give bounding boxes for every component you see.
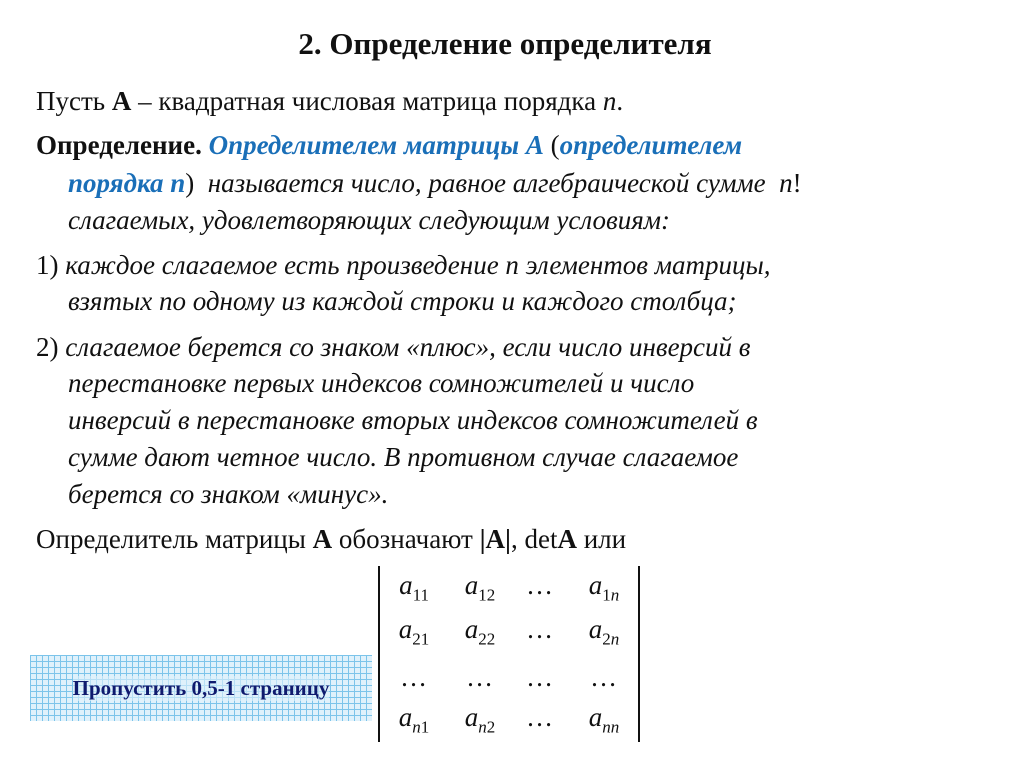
matrix-element: $a_{n1}$ [398,702,430,737]
matrix-element: … [527,614,552,644]
condition-2-line-3: инверсий в перестановке вторых индексов сомножителей в [68,405,758,435]
matrix-row [380,702,638,742]
determinant-matrix [378,566,640,742]
matrix-element: $a_{11}$ [399,570,429,605]
matrix-row [380,614,638,654]
condition-2-line-5: берется со знаком «минус». [68,479,389,509]
matrix-element: … [527,662,552,692]
matrix-row [380,570,638,610]
matrix-element: … [527,702,552,732]
matrix-element: $a_{12}$ [464,570,496,605]
skip-pages-button[interactable] [30,655,372,721]
intro-line: Пусть A – квадратная числовая матрица порядка n. [36,86,624,116]
notation-line: Определитель матрицы A обозначают |A|, detA или [36,524,627,554]
matrix-element: $a_{21}$ [398,614,430,649]
matrix-element: … [401,662,426,692]
matrix-element: $a_{2n}$ [588,614,620,649]
matrix-element: $a_{nn}$ [588,702,620,737]
matrix-row [380,662,638,702]
condition-1-line-1: 1) каждое слагаемое есть произведение n элементов матрицы, [36,250,771,280]
definition-line-1: Определение. Определителем матрицы A (определителем [36,130,743,160]
matrix-element: $a_{1n}$ [588,570,620,605]
page-title: 2. Определение определителя [298,26,712,61]
matrix-element: $a_{n2}$ [464,702,496,737]
matrix-element: … [527,570,552,600]
matrix-element: $a_{22}$ [464,614,496,649]
condition-2-line-4: сумме дают четное число. В противном случае слагаемое [68,442,739,472]
condition-1-line-2: взятых по одному из каждой строки и каждого столбца; [68,286,737,316]
definition-line-2: порядка n) называется число, равное алгебраической сумме n! [68,168,802,198]
skip-pages-label: Пропустить 0,5-1 страницу [72,675,330,700]
definition-line-3: слагаемых, удовлетворяющих следующим условиям: [68,205,670,235]
matrix-element: … [591,662,616,692]
condition-2-line-1: 2) слагаемое берется со знаком «плюс», если число инверсий в [36,332,751,362]
condition-2-line-2: перестановке первых индексов сомножителей и число [68,368,695,398]
matrix-element: … [467,662,492,692]
